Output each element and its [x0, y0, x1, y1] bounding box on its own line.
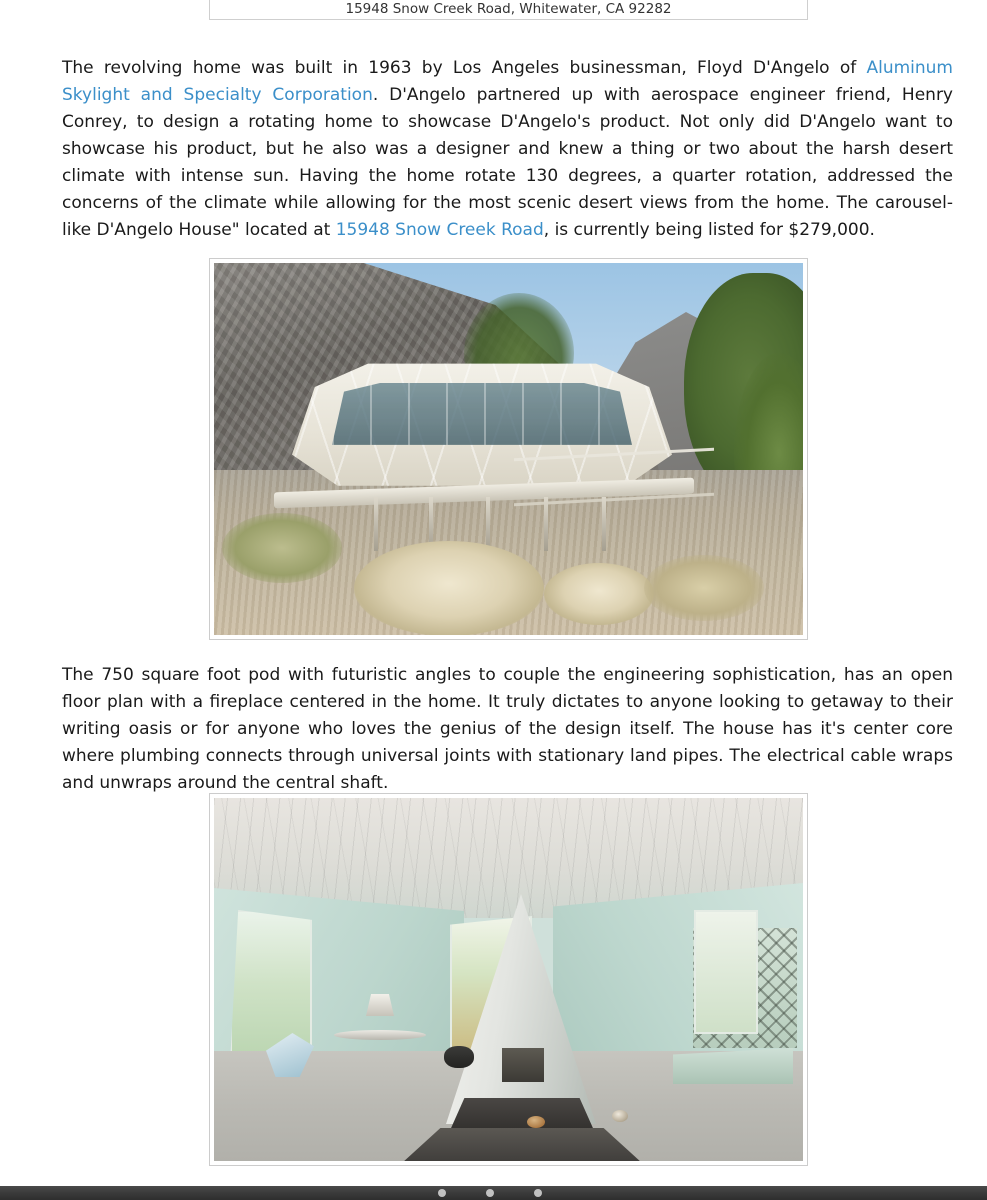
stool — [444, 1046, 474, 1068]
figure-exterior[interactable] — [209, 258, 808, 640]
side-table — [502, 1048, 544, 1082]
image-caption-box — [209, 0, 808, 20]
house-window-band — [332, 383, 632, 455]
paragraph-2 — [62, 662, 953, 797]
deck-post — [544, 497, 548, 551]
desert-shrub — [222, 513, 342, 583]
hearth-stone — [612, 1110, 628, 1122]
deck-post — [374, 497, 378, 551]
hearth-stone — [527, 1116, 545, 1128]
window-right — [694, 910, 758, 1034]
desert-shrub — [644, 555, 764, 621]
desert-shrub — [544, 563, 654, 625]
image-caption-text: 15948 Snow Creek Road, Whitewater, CA 92282 — [345, 1, 672, 17]
strip-dot — [438, 1189, 446, 1197]
deck-post — [486, 497, 490, 551]
paragraph-2-text: The 750 square foot pod with futuristic angles to couple the engineering sophistication, has an open floor plan with a fireplace centered in the home. It truly dictates to anyone looking to getaway to their writing oasis or for anyone who loves the genius of the design itself. The house has it's center core where plumbing connects through universal joints with stationary land pipes. The electrical cable wraps and unwraps around the central shaft. — [62, 665, 953, 793]
paragraph-1-segment-text-1: The revolving home was built in 1963 by Los Angeles businessman, Floyd D'Angelo of — [62, 58, 867, 78]
paragraph-1-segment-text-3: , is currently being listed for $279,000. — [543, 220, 875, 240]
strip-dot — [486, 1189, 494, 1197]
figure-interior[interactable] — [209, 793, 808, 1166]
link-aluminum-skylight[interactable]: Aluminum Skylight and Specialty Corporation — [62, 58, 953, 105]
round-table — [334, 1030, 426, 1040]
photo-exterior-house — [214, 263, 803, 635]
desert-shrub — [354, 541, 544, 635]
strip-dot — [534, 1189, 542, 1197]
fireplace-stone-base — [402, 1128, 642, 1161]
link-snow-creek-road[interactable]: 15948 Snow Creek Road — [335, 220, 544, 240]
photo-interior-room — [214, 798, 803, 1161]
bottom-edge-strip — [0, 1186, 987, 1200]
paragraph-1 — [62, 55, 953, 244]
deck-post — [602, 497, 606, 551]
paragraph-1-segment-text-2: . D'Angelo partnered up with aerospace engineer friend, Henry Conrey, to design a rotating home to showcase D'Angelo's product. Not only did D'Angelo want to showcase his product, but he also was a designer and knew a thing or two about the harsh desert climate with intense sun. Having the home rotate 130 degrees, a quarter rotation, addressed the concerns of the climate while allowing for the most scenic desert views from the home. The carousel-like D'Angelo House" located at — [62, 85, 953, 240]
